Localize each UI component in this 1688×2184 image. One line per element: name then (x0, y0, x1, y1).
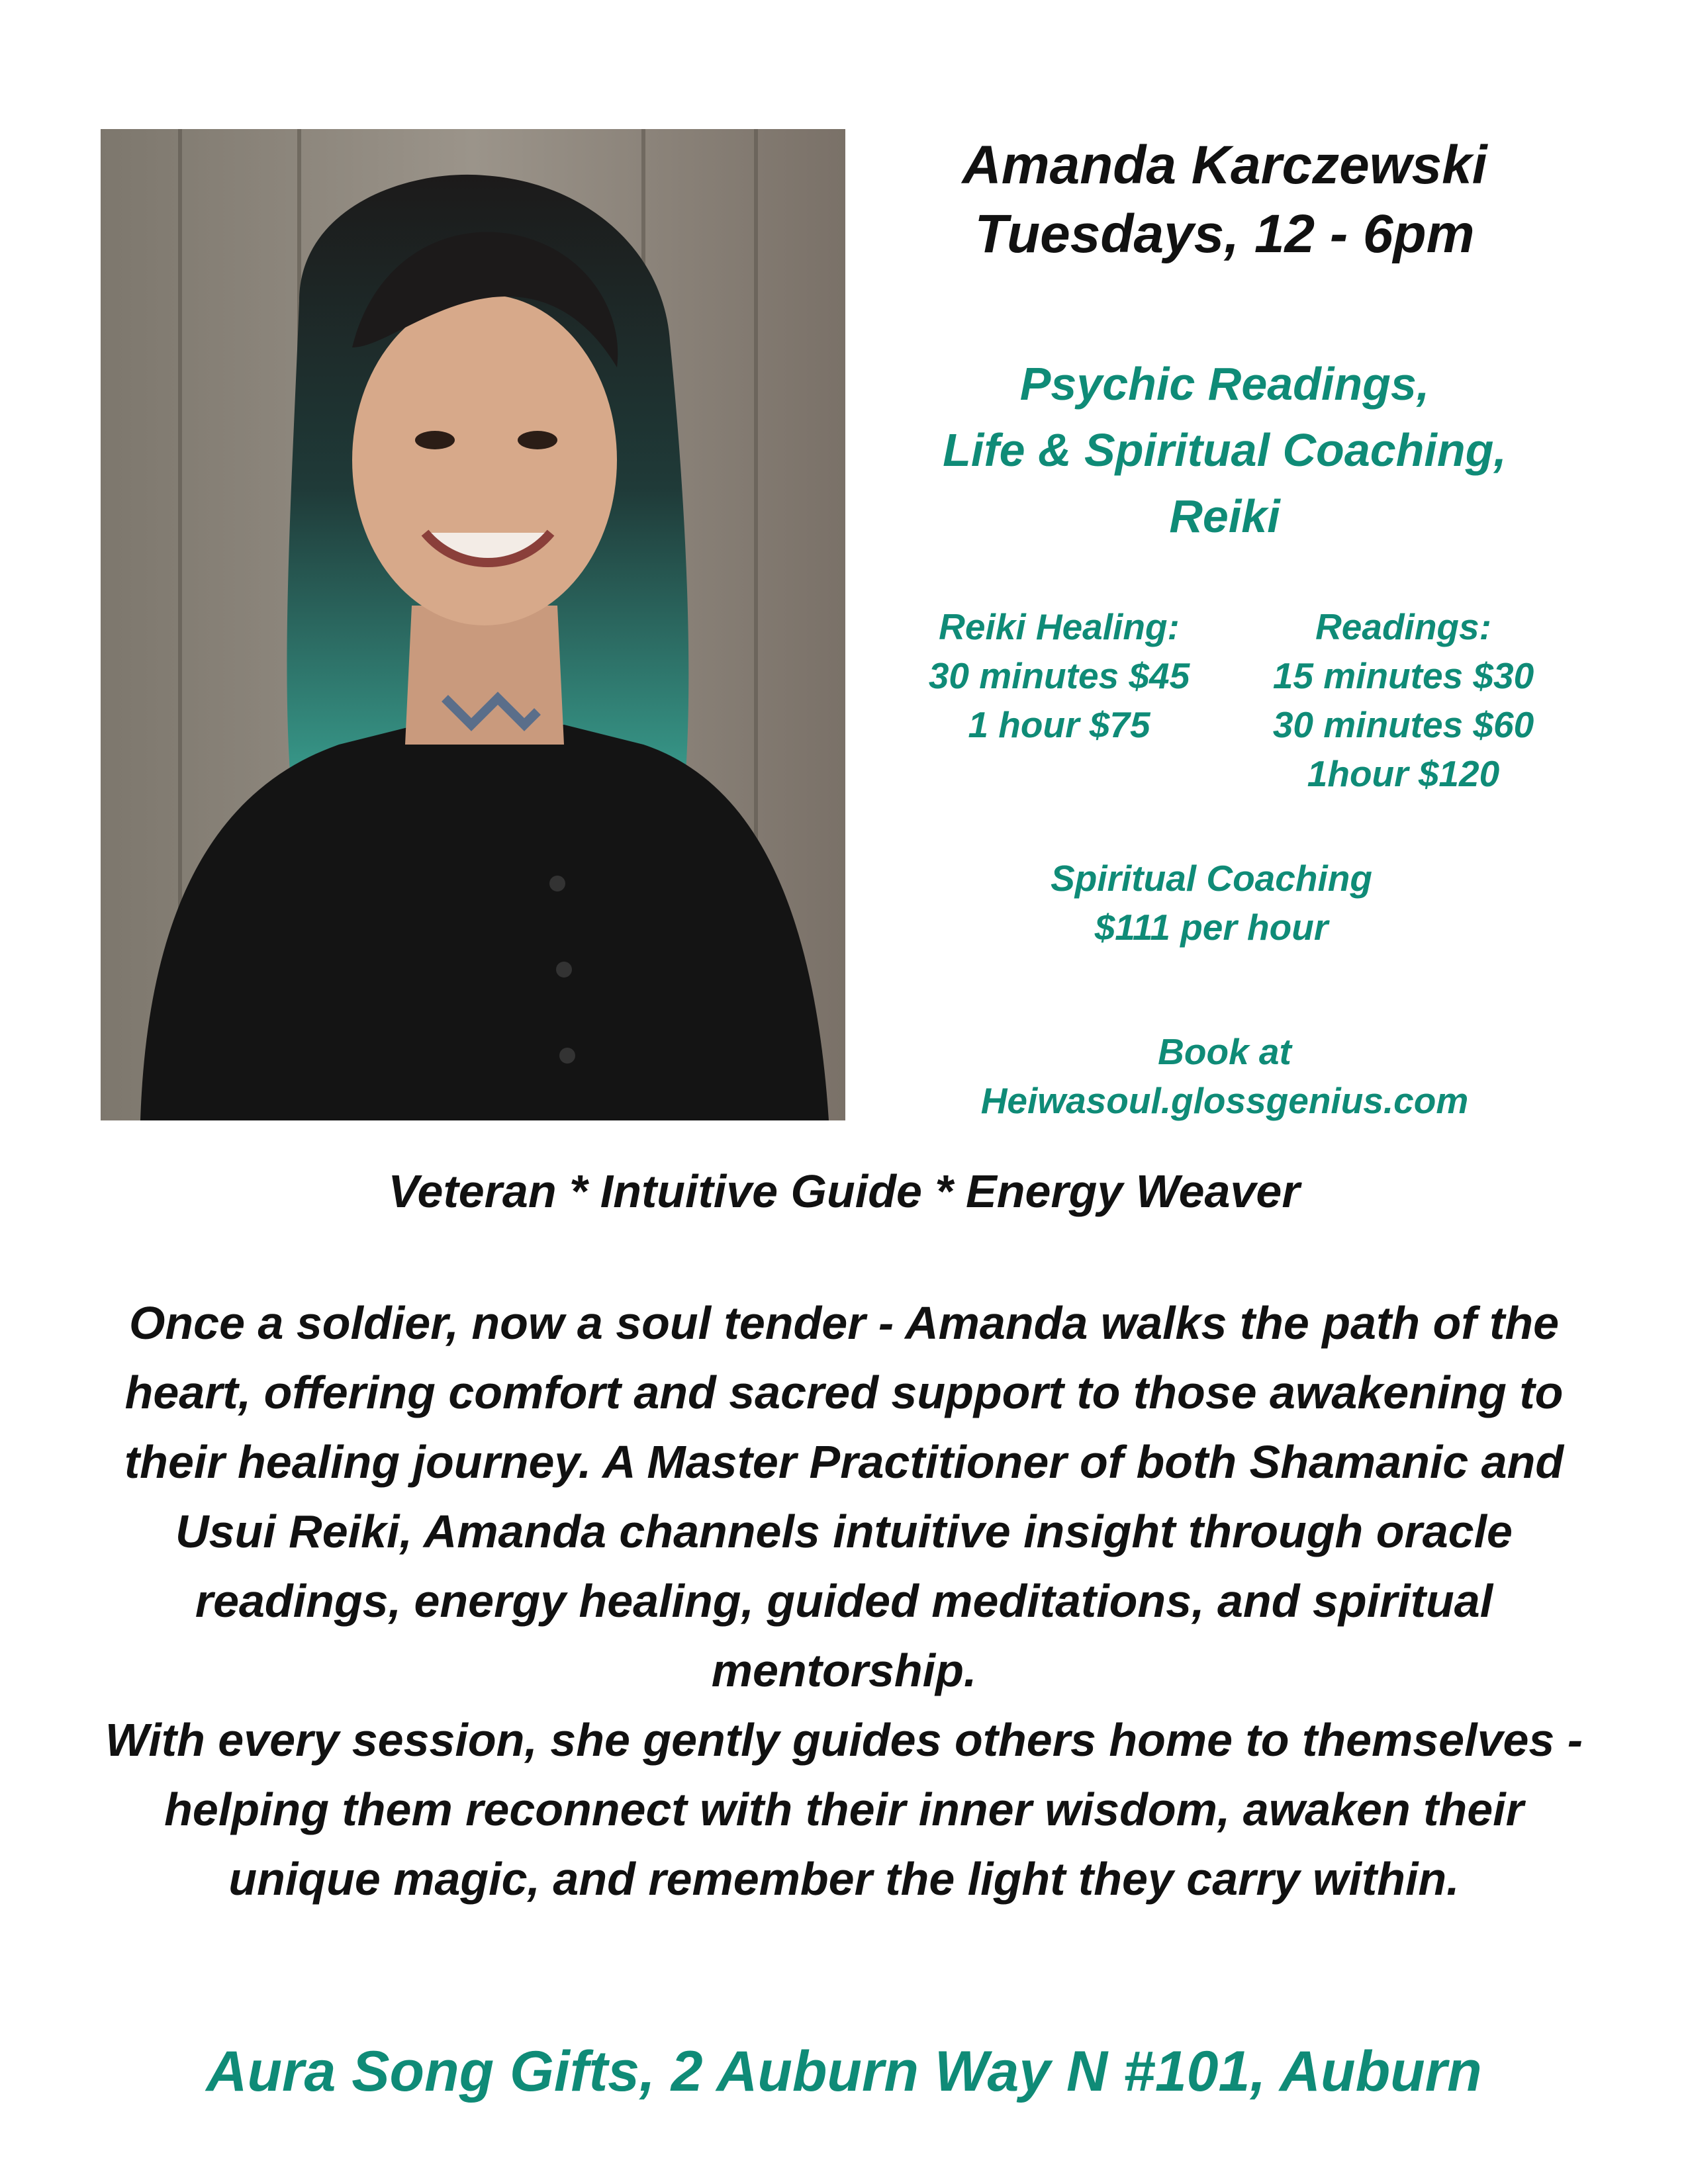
service-line-0: Psychic Readings, (1019, 358, 1430, 410)
bio (99, 1289, 1589, 1914)
portrait-photo (101, 129, 845, 1120)
booking-info (927, 1027, 1523, 1125)
coaching-price: $111 per hour (1094, 907, 1329, 948)
tagline: Veteran * Intuitive Guide * Energy Weaver (388, 1165, 1300, 1217)
schedule: Tuesdays, 12 - 6pm (974, 204, 1475, 264)
portrait-illustration (101, 129, 845, 1120)
coaching-heading: Spiritual Coaching (1051, 858, 1372, 899)
reiki-heading: Reiki Healing: (939, 606, 1180, 647)
coaching-pricing (960, 854, 1463, 952)
reiki-price-0: 30 minutes $45 (928, 655, 1190, 696)
header (861, 131, 1589, 269)
readings-heading: Readings: (1315, 606, 1491, 647)
reiki-pricing (904, 602, 1215, 749)
service-line-1: Life & Spiritual Coaching, (943, 424, 1507, 476)
booking-url[interactable]: Heiwasoul.glossgenius.com (980, 1080, 1469, 1121)
readings-price-1: 30 minutes $60 (1272, 704, 1534, 745)
practitioner-name: Amanda Karczewski (962, 135, 1487, 195)
services-list (861, 351, 1589, 549)
readings-price-0: 15 minutes $30 (1272, 655, 1534, 696)
service-line-2: Reiki (1169, 490, 1280, 542)
bio-paragraph-1: Once a soldier, now a soul tender - Amanda walks the path of the heart, offering comfort and sacred support to those awakening to their healing journey. A Master Practitioner of both Shamanic and Usui Reiki, Amanda channels intuitive insight through oracle readings, energy healing, guided meditations, and spiritual mentorship. (124, 1297, 1564, 1696)
readings-pricing (1244, 602, 1562, 798)
bio-paragraph-2: With every session, she gently guides others home to themselves - helping them reconnect with their inner wisdom, awaken their unique magic, and remember the light they carry within. (105, 1714, 1583, 1905)
footer-location: Aura Song Gifts, 2 Auburn Way N #101, Auburn (206, 2040, 1482, 2103)
reiki-price-1: 1 hour $75 (968, 704, 1150, 745)
readings-price-2: 1hour $120 (1307, 753, 1500, 794)
booking-label: Book at (1158, 1031, 1291, 1072)
